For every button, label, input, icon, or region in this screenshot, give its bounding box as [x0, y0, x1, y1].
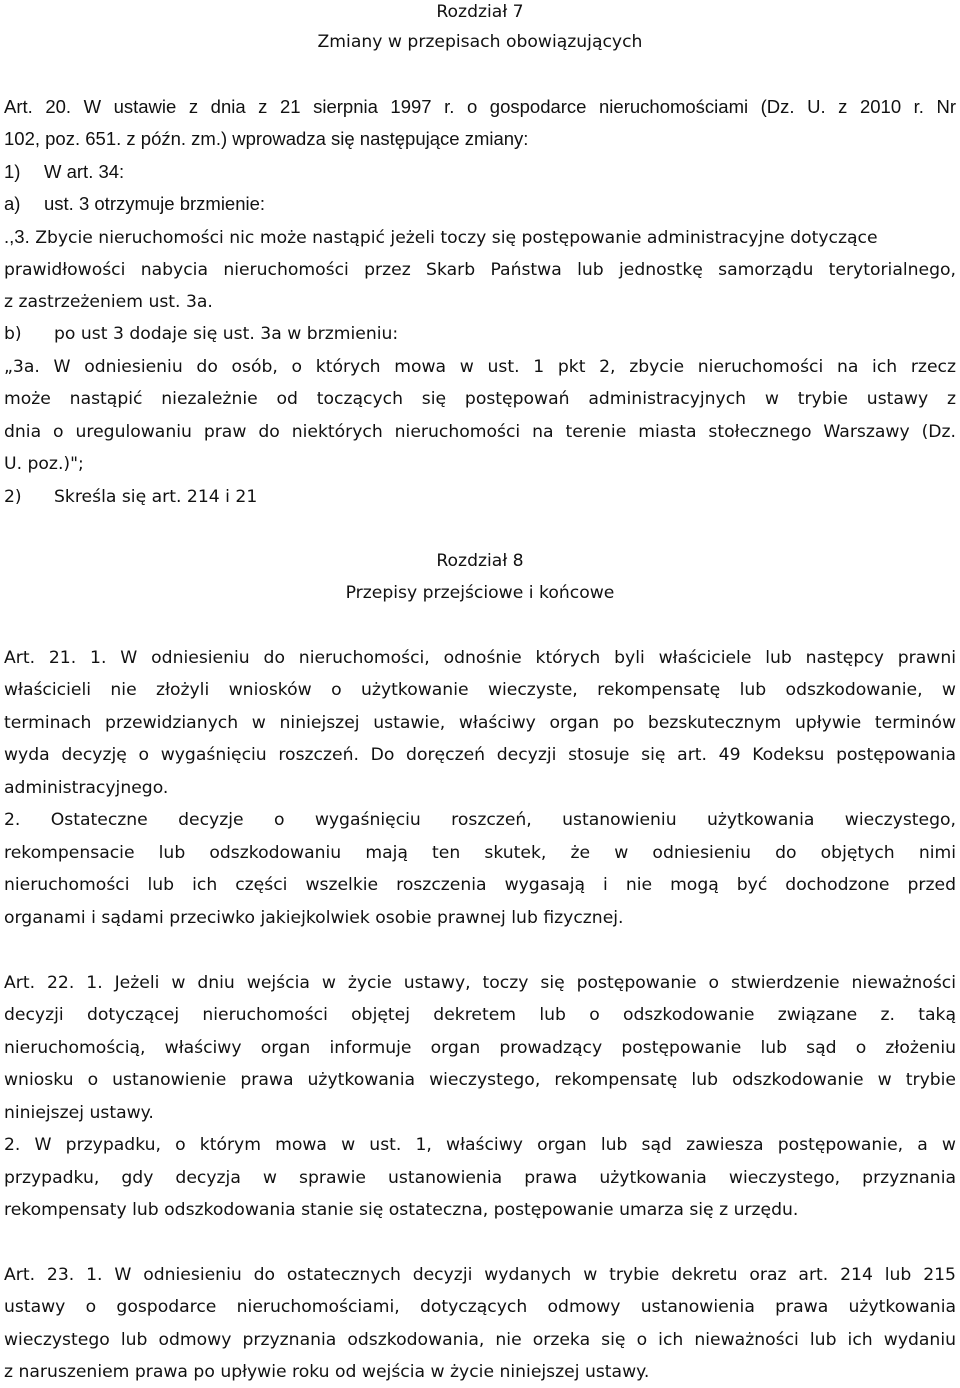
chapter-8-heading: Rozdział 8 — [436, 551, 524, 571]
art-21-line-2: właścicieli nie złożyli wniosków o użytkowanie wieczyste, rekompensatę lub odszkodowanie, w — [4, 680, 956, 700]
item-letter: b) — [4, 324, 22, 344]
quote-2-line-4: U. poz.)"; — [4, 454, 84, 474]
art-21-line-3: terminach przewidzianych w niniejszej ustawie, właściwy organ po bezskutecznym upływie terminów — [4, 713, 956, 733]
art-22-line-6: 2. W przypadku, o którym mowa w ust. 1, właściwy organ lub sąd zawiesza postępowanie, a w — [4, 1135, 956, 1155]
art-23-line-3: wieczystego lub odmowy przyznania odszkodowania, nie orzeka się o ich nieważności lub ich wydaniu — [4, 1330, 956, 1350]
art-21-line-4: wyda decyzję o wygaśnięciu roszczeń. Do doręczeń decyzji stosuje się art. 49 Kodeksu postępowania — [4, 745, 956, 765]
art-20-item-2 — [4, 481, 956, 513]
art-22-line-8: rekompensaty lub odszkodowania stanie się ostateczna, postępowanie umarza się z urzędu. — [4, 1200, 799, 1220]
art-21-line-5: administracyjnego. — [4, 778, 169, 798]
art-22-line-1: Art. 22. 1. Jeżeli w dniu wejścia w życie ustawy, toczy się postępowanie o stwierdzenie nieważności — [4, 973, 956, 993]
art-22-line-4: wniosku o ustanowienie prawa użytkowania wieczystego, rekompensatę lub odszkodowanie w trybie — [4, 1070, 956, 1090]
quote-text: Zbycie nieruchomości nic może nastąpić jeżeli toczy się postępowanie administracyjne dotyczące — [35, 228, 878, 248]
item-text: ust. 3 otrzymuje brzmienie: — [44, 193, 266, 214]
art-23-line-2: ustawy o gospodarce nieruchomościami, dotyczących odmowy ustanowienia prawa użytkowania — [4, 1297, 956, 1317]
item-number: 2) — [4, 487, 22, 507]
quote-prefix: .,3. — [4, 226, 30, 247]
item-letter: a) — [4, 193, 21, 214]
quote-1-line-3: z zastrzeżeniem ust. 3a. — [4, 292, 213, 312]
quote-1-line-1 — [4, 221, 956, 254]
art-21-line-8: nieruchomości lub ich części wszelkie roszczenia wygasają i nie mogą być dochodzone przed — [4, 875, 956, 895]
art-23-line-1: Art. 23. 1. W odniesieniu do ostatecznych decyzji wydanych w trybie dekretu oraz art. 214 lub 215 — [4, 1265, 956, 1285]
quote-2-line-2: może nastąpić niezależnie od toczących się postępowań administracyjnych w trybie ustawy z — [4, 389, 956, 409]
art-23-line-4: z naruszeniem prawa po upływie roku od wejścia w życie niniejszej ustawy. — [4, 1362, 650, 1382]
art-20-item-1 — [4, 156, 956, 188]
quote-2-line-1: „3a. W odniesieniu do osób, o których mowa w ust. 1 pkt 2, zbycie nieruchomości na ich rzecz — [4, 357, 956, 377]
art-21-line-9: organami i sądami przeciwko jakiejkolwiek osobie prawnej lub fizycznej. — [4, 908, 624, 928]
document-page — [4, 0, 956, 1388]
art-21-line-7: rekompensacie lub odszkodowaniu mają ten skutek, że w odniesieniu do objętych nimi — [4, 843, 956, 863]
art-21-line-1: Art. 21. 1. W odniesieniu do nieruchomości, odnośnie których byli właściciele lub następcy prawni — [4, 648, 956, 668]
item-number: 1) — [4, 161, 21, 182]
art-22-line-2: decyzji dotyczącej nieruchomości objętej dekretem lub o odszkodowanie związane z. taką — [4, 1005, 956, 1025]
chapter-7-heading: Rozdział 7 — [436, 2, 524, 22]
art-20-item-a — [4, 188, 956, 220]
art-20-item-b — [4, 318, 956, 350]
item-text: po ust 3 dodaje się ust. 3a w brzmieniu: — [54, 324, 399, 344]
art-21-line-6: 2. Ostateczne decyzje o wygaśnięciu roszczeń, ustanowieniu użytkowania wieczystego, — [4, 810, 956, 830]
art-22-line-3: nieruchomością, właściwy organ informuje organ prowadzący postępowanie lub sąd o złożeniu — [4, 1038, 956, 1058]
quote-2-line-3: dnia o uregulowaniu praw do niektórych nieruchomości na terenie miasta stołecznego Warszawy (Dz. — [4, 422, 956, 442]
item-text: W art. 34: — [44, 161, 125, 182]
art-20-line-2: 102, poz. 651. z późn. zm.) wprowadza się następujące zmiany: — [4, 128, 529, 149]
quote-1-line-2: prawidłowości nabycia nieruchomości przez Skarb Państwa lub jednostkę samorządu terytorialnego, — [4, 260, 956, 280]
item-text: Skreśla się art. 214 i 21 — [54, 487, 258, 507]
art-20-line-1: Art. 20. W ustawie z dnia z 21 sierpnia 1997 r. o gospodarce nieruchomościami (Dz. U. z 2010 r. Nr — [4, 96, 956, 117]
chapter-8-subheading: Przepisy przejściowe i końcowe — [345, 583, 615, 603]
art-22-line-7: przypadku, gdy decyzja w sprawie ustanowienia prawa użytkowania wieczystego, przyznania — [4, 1168, 956, 1188]
art-22-line-5: niniejszej ustawy. — [4, 1103, 154, 1123]
chapter-7-subheading: Zmiany w przepisach obowiązujących — [317, 32, 643, 52]
